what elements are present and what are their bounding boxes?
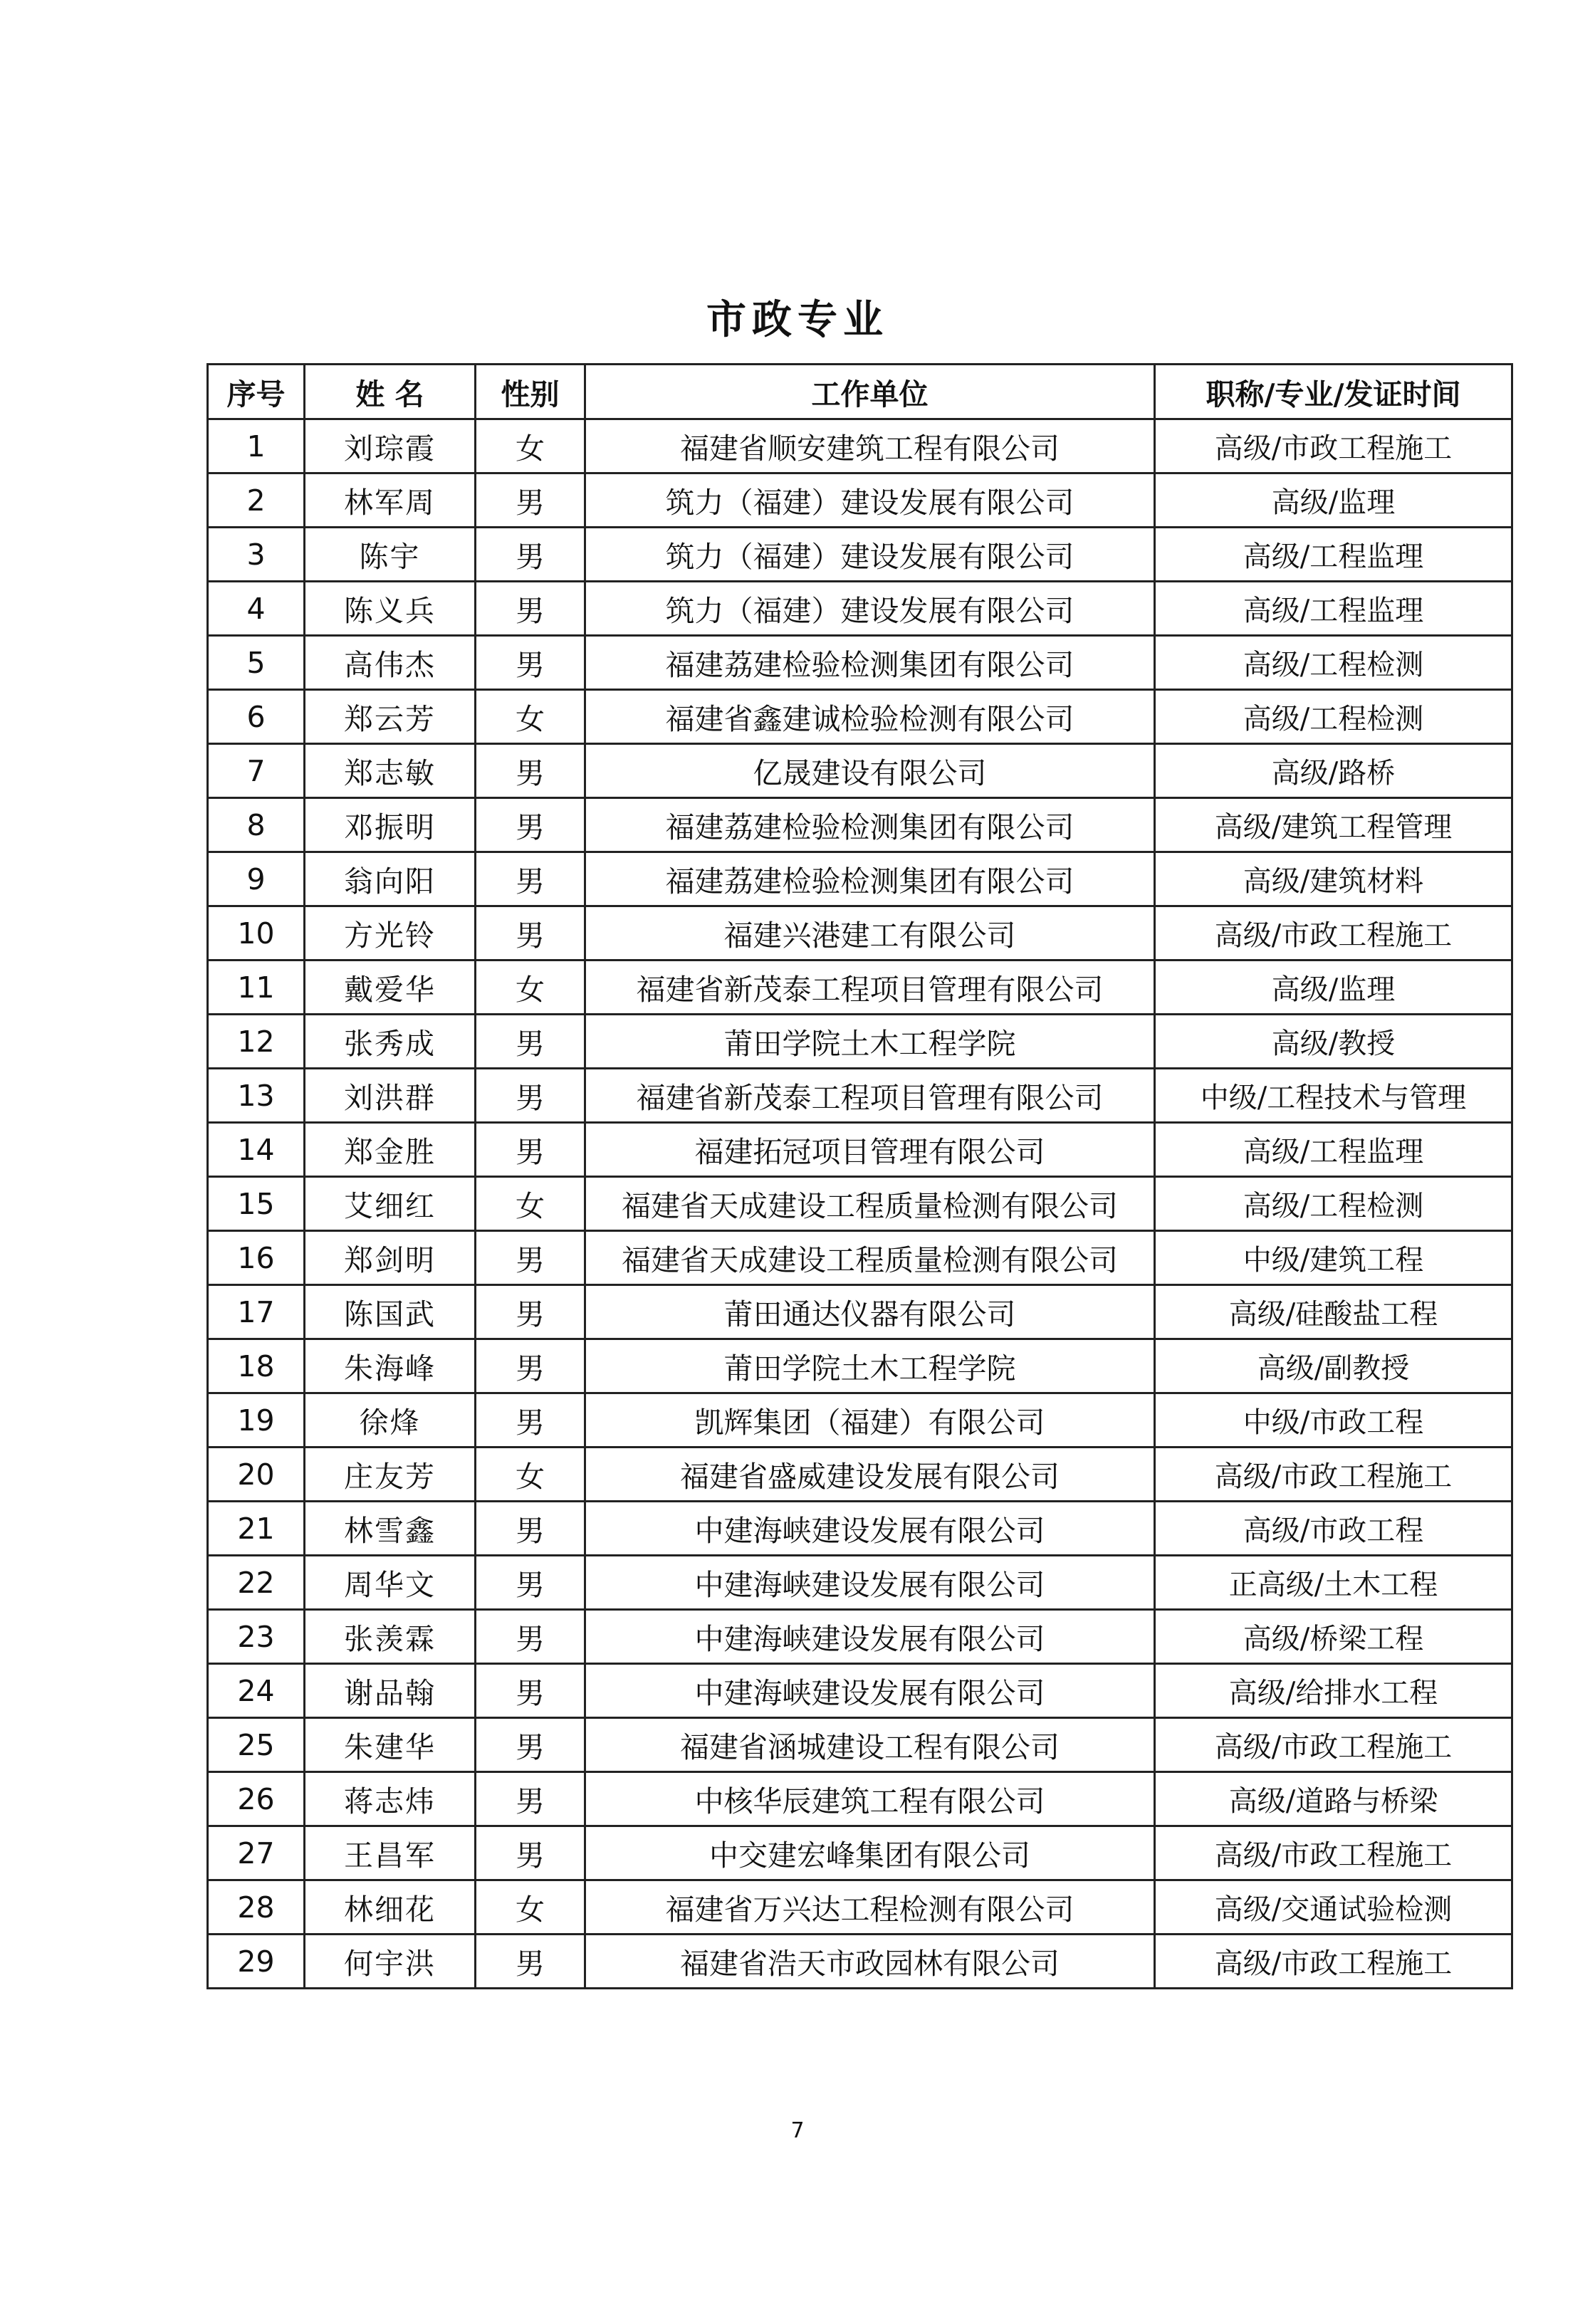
header-title: 职称/专业/发证时间	[1155, 365, 1512, 419]
member-name: 张秀成	[305, 1015, 476, 1069]
member-title: 高级/建筑材料	[1155, 852, 1512, 906]
member-gender: 男	[476, 1772, 585, 1826]
member-employer: 福建省万兴达工程检测有限公司	[585, 1880, 1155, 1935]
member-employer: 中建海峡建设发展有限公司	[585, 1610, 1155, 1664]
row-index: 10	[208, 906, 305, 961]
member-name: 庄友芳	[305, 1448, 476, 1502]
table-row	[208, 852, 1512, 906]
member-title: 高级/桥梁工程	[1155, 1610, 1512, 1664]
row-index: 22	[208, 1556, 305, 1610]
member-title: 正高级/土木工程	[1155, 1556, 1512, 1610]
member-employer: 福建荔建检验检测集团有限公司	[585, 852, 1155, 906]
table-row	[208, 1664, 1512, 1718]
table-row	[208, 1123, 1512, 1177]
member-name: 王昌军	[305, 1826, 476, 1880]
member-employer: 亿晟建设有限公司	[585, 744, 1155, 798]
row-index: 16	[208, 1231, 305, 1285]
member-gender: 男	[476, 1285, 585, 1339]
member-gender: 男	[476, 1556, 585, 1610]
member-employer: 福建省盛威建设发展有限公司	[585, 1448, 1155, 1502]
member-name: 郑志敏	[305, 744, 476, 798]
member-title: 高级/工程检测	[1155, 690, 1512, 744]
member-title: 高级/教授	[1155, 1015, 1512, 1069]
table-row	[208, 1556, 1512, 1610]
member-gender: 男	[476, 636, 585, 690]
member-employer: 福建省天成建设工程质量检测有限公司	[585, 1231, 1155, 1285]
member-name: 陈宇	[305, 528, 476, 582]
member-title: 高级/工程监理	[1155, 1123, 1512, 1177]
page-number: 7	[790, 2118, 805, 2143]
row-index: 4	[208, 582, 305, 636]
member-title: 高级/给排水工程	[1155, 1664, 1512, 1718]
row-index: 27	[208, 1826, 305, 1880]
member-gender: 男	[476, 1664, 585, 1718]
member-gender: 男	[476, 1718, 585, 1772]
table-row	[208, 1826, 1512, 1880]
member-gender: 男	[476, 1339, 585, 1393]
row-index: 15	[208, 1177, 305, 1231]
table-row	[208, 528, 1512, 582]
member-title: 高级/监理	[1155, 473, 1512, 528]
member-name: 林军周	[305, 473, 476, 528]
member-gender: 男	[476, 906, 585, 961]
table-row	[208, 1448, 1512, 1502]
table-row	[208, 1610, 1512, 1664]
member-title: 高级/市政工程施工	[1155, 1935, 1512, 1989]
header-index: 序号	[208, 365, 305, 419]
member-gender: 男	[476, 1502, 585, 1556]
row-index: 9	[208, 852, 305, 906]
header-employer: 工作单位	[585, 365, 1155, 419]
member-name: 戴爱华	[305, 961, 476, 1015]
member-name: 方光铃	[305, 906, 476, 961]
member-title: 高级/市政工程施工	[1155, 1448, 1512, 1502]
table-row	[208, 419, 1512, 473]
member-employer: 福建省天成建设工程质量检测有限公司	[585, 1177, 1155, 1231]
member-name: 何宇洪	[305, 1935, 476, 1989]
member-employer: 筑力（福建）建设发展有限公司	[585, 582, 1155, 636]
member-name: 郑剑明	[305, 1231, 476, 1285]
table-row	[208, 1935, 1512, 1989]
table-row	[208, 798, 1512, 852]
member-name: 朱建华	[305, 1718, 476, 1772]
member-gender: 男	[476, 473, 585, 528]
member-employer: 中建海峡建设发展有限公司	[585, 1502, 1155, 1556]
row-index: 26	[208, 1772, 305, 1826]
member-name: 张羡霖	[305, 1610, 476, 1664]
row-index: 14	[208, 1123, 305, 1177]
member-name: 陈义兵	[305, 582, 476, 636]
table-row	[208, 1718, 1512, 1772]
member-employer: 福建荔建检验检测集团有限公司	[585, 636, 1155, 690]
member-gender: 男	[476, 528, 585, 582]
member-title: 高级/监理	[1155, 961, 1512, 1015]
row-index: 23	[208, 1610, 305, 1664]
table-body	[208, 419, 1512, 1989]
member-employer: 福建省顺安建筑工程有限公司	[585, 419, 1155, 473]
member-name: 朱海峰	[305, 1339, 476, 1393]
member-title: 高级/市政工程	[1155, 1502, 1512, 1556]
member-title: 高级/副教授	[1155, 1339, 1512, 1393]
member-title: 中级/建筑工程	[1155, 1231, 1512, 1285]
header-name: 姓 名	[305, 365, 476, 419]
page-title: 市政专业	[706, 297, 889, 343]
member-gender: 男	[476, 744, 585, 798]
member-gender: 女	[476, 961, 585, 1015]
member-employer: 福建省新茂泰工程项目管理有限公司	[585, 961, 1155, 1015]
table-row	[208, 906, 1512, 961]
member-name: 徐烽	[305, 1393, 476, 1448]
member-title: 高级/市政工程施工	[1155, 419, 1512, 473]
member-gender: 男	[476, 1069, 585, 1123]
member-name: 郑云芳	[305, 690, 476, 744]
member-title: 高级/建筑工程管理	[1155, 798, 1512, 852]
member-title: 高级/工程监理	[1155, 528, 1512, 582]
table-header-row	[208, 365, 1512, 419]
row-index: 6	[208, 690, 305, 744]
member-title: 高级/工程检测	[1155, 1177, 1512, 1231]
member-gender: 男	[476, 1123, 585, 1177]
member-gender: 男	[476, 852, 585, 906]
row-index: 12	[208, 1015, 305, 1069]
row-index: 28	[208, 1880, 305, 1935]
member-gender: 男	[476, 1610, 585, 1664]
header-gender: 性别	[476, 365, 585, 419]
table-row	[208, 1772, 1512, 1826]
row-index: 1	[208, 419, 305, 473]
member-name: 翁向阳	[305, 852, 476, 906]
member-gender: 男	[476, 798, 585, 852]
table-row	[208, 961, 1512, 1015]
member-employer: 莆田通达仪器有限公司	[585, 1285, 1155, 1339]
table-row	[208, 1285, 1512, 1339]
member-employer: 中建海峡建设发展有限公司	[585, 1556, 1155, 1610]
member-gender: 男	[476, 1231, 585, 1285]
member-employer: 凯辉集团（福建）有限公司	[585, 1393, 1155, 1448]
member-gender: 女	[476, 1448, 585, 1502]
row-index: 11	[208, 961, 305, 1015]
member-employer: 福建省涵城建设工程有限公司	[585, 1718, 1155, 1772]
member-name: 林雪鑫	[305, 1502, 476, 1556]
table-row	[208, 744, 1512, 798]
row-index: 24	[208, 1664, 305, 1718]
member-title: 高级/工程检测	[1155, 636, 1512, 690]
member-employer: 福建荔建检验检测集团有限公司	[585, 798, 1155, 852]
row-index: 21	[208, 1502, 305, 1556]
table-row	[208, 1015, 1512, 1069]
table-row	[208, 1069, 1512, 1123]
member-name: 林细花	[305, 1880, 476, 1935]
member-name: 周华文	[305, 1556, 476, 1610]
row-index: 25	[208, 1718, 305, 1772]
member-name: 艾细红	[305, 1177, 476, 1231]
table-row	[208, 1339, 1512, 1393]
row-index: 29	[208, 1935, 305, 1989]
member-name: 邓振明	[305, 798, 476, 852]
member-employer: 福建省新茂泰工程项目管理有限公司	[585, 1069, 1155, 1123]
table-row	[208, 582, 1512, 636]
member-gender: 男	[476, 1935, 585, 1989]
member-gender: 女	[476, 1880, 585, 1935]
member-name: 谢品翰	[305, 1664, 476, 1718]
member-gender: 男	[476, 1826, 585, 1880]
member-gender: 女	[476, 690, 585, 744]
member-title: 高级/工程监理	[1155, 582, 1512, 636]
member-employer: 中核华辰建筑工程有限公司	[585, 1772, 1155, 1826]
member-title: 中级/工程技术与管理	[1155, 1069, 1512, 1123]
row-index: 7	[208, 744, 305, 798]
row-index: 13	[208, 1069, 305, 1123]
member-gender: 女	[476, 419, 585, 473]
member-gender: 男	[476, 1015, 585, 1069]
table-row	[208, 1502, 1512, 1556]
table-row	[208, 636, 1512, 690]
row-index: 2	[208, 473, 305, 528]
member-title: 高级/市政工程施工	[1155, 906, 1512, 961]
row-index: 19	[208, 1393, 305, 1448]
member-employer: 莆田学院土木工程学院	[585, 1339, 1155, 1393]
table-row	[208, 1177, 1512, 1231]
member-name: 郑金胜	[305, 1123, 476, 1177]
member-title: 高级/道路与桥梁	[1155, 1772, 1512, 1826]
member-name: 陈国武	[305, 1285, 476, 1339]
member-employer: 中交建宏峰集团有限公司	[585, 1826, 1155, 1880]
row-index: 18	[208, 1339, 305, 1393]
member-employer: 福建兴港建工有限公司	[585, 906, 1155, 961]
member-title: 高级/硅酸盐工程	[1155, 1285, 1512, 1339]
member-employer: 福建省浩天市政园林有限公司	[585, 1935, 1155, 1989]
table-row	[208, 1231, 1512, 1285]
row-index: 8	[208, 798, 305, 852]
table-row	[208, 1393, 1512, 1448]
member-name: 刘琮霞	[305, 419, 476, 473]
member-gender: 女	[476, 1177, 585, 1231]
member-title: 高级/交通试验检测	[1155, 1880, 1512, 1935]
member-employer: 筑力（福建）建设发展有限公司	[585, 473, 1155, 528]
member-employer: 中建海峡建设发展有限公司	[585, 1664, 1155, 1718]
member-employer: 福建拓冠项目管理有限公司	[585, 1123, 1155, 1177]
member-title: 高级/路桥	[1155, 744, 1512, 798]
member-employer: 福建省鑫建诚检验检测有限公司	[585, 690, 1155, 744]
row-index: 3	[208, 528, 305, 582]
member-employer: 筑力（福建）建设发展有限公司	[585, 528, 1155, 582]
member-name: 刘洪群	[305, 1069, 476, 1123]
table-row	[208, 690, 1512, 744]
row-index: 5	[208, 636, 305, 690]
member-gender: 男	[476, 1393, 585, 1448]
member-title: 高级/市政工程施工	[1155, 1826, 1512, 1880]
table-row	[208, 1880, 1512, 1935]
roster-table	[206, 363, 1513, 1989]
member-name: 蒋志炜	[305, 1772, 476, 1826]
member-title: 中级/市政工程	[1155, 1393, 1512, 1448]
member-employer: 莆田学院土木工程学院	[585, 1015, 1155, 1069]
member-gender: 男	[476, 582, 585, 636]
row-index: 17	[208, 1285, 305, 1339]
member-name: 高伟杰	[305, 636, 476, 690]
table-row	[208, 473, 1512, 528]
row-index: 20	[208, 1448, 305, 1502]
member-title: 高级/市政工程施工	[1155, 1718, 1512, 1772]
